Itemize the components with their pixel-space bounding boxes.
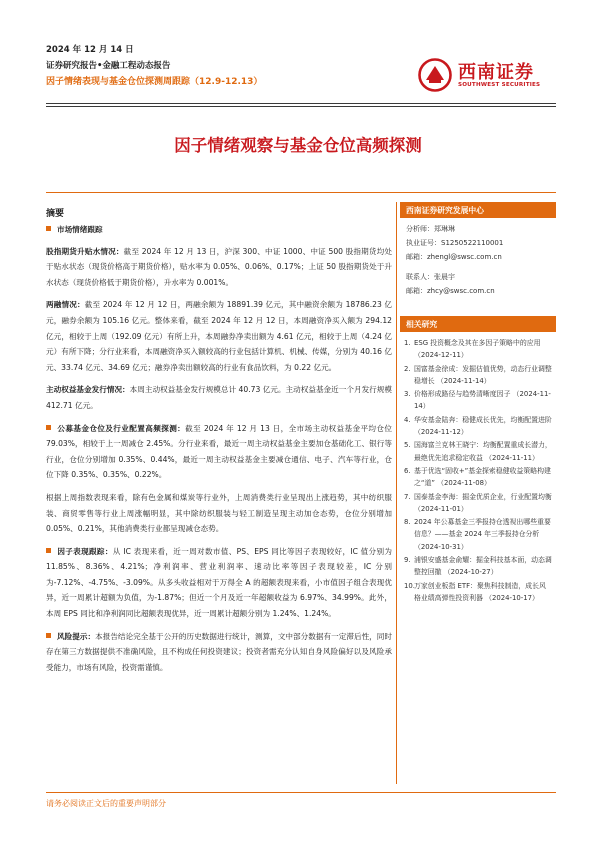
bullet-square-icon xyxy=(46,633,51,638)
related-research-item[interactable] xyxy=(404,580,552,605)
related-research-title: 华安基金陆奔：稳健成长优先，均衡配置进阶 （2024-11-12） xyxy=(414,415,552,437)
related-research-heading: 相关研究 xyxy=(400,316,556,332)
bullet-square-icon xyxy=(46,425,51,430)
related-research-title: 基于优选“固收+”基金探索稳健收益策略构建之“道” （2024-11-08） xyxy=(414,466,551,488)
title-divider xyxy=(46,192,556,193)
contact-name: 联系人：张晨宇 xyxy=(406,273,455,281)
report-date: 2024 年 12 月 14 日 xyxy=(46,45,134,55)
related-research-title: 国海富兰克林王晓宁：均衡配置重成长潜力，最绝优先追求稳定收益 （2024-11-11） xyxy=(414,441,552,462)
paragraph-fund-issuance: 主动权益基金发行情况：本周主动权益基金发行规模总计 40.73 亿元。主动权益基金近一个月发行规模 412.71 亿元。 xyxy=(46,385,392,410)
related-research-number: 7. xyxy=(404,492,411,501)
logo-text-cn: 西南证券 xyxy=(458,62,534,83)
related-research-item[interactable] xyxy=(404,388,552,413)
related-research-item[interactable] xyxy=(404,554,552,579)
paragraph-risk: 风险提示：本报告结论完全基于公开的历史数据进行统计，测算，文中部分数据有一定滞后性，同时存在第三方数据提供不准确风险，且不构成任何投资建议；投资者需充分认知自身风险偏好以及风险承受能力，市场有风险，投资需谨慎。 xyxy=(46,631,393,672)
footer-disclaimer: 请务必阅读正文后的重要声明部分 xyxy=(46,799,166,808)
analyst-license: 执业证号：S1250522110001 xyxy=(406,239,504,247)
related-research-item[interactable] xyxy=(404,337,552,362)
paragraph-index-performance: 根据上周指数表现来看，除有色金属和煤炭等行业外，上周消费类行业呈现出上涨趋势，其中纺织服装、商贸零售等行业上周涨幅明显，其中除纺织服装与轻工制造呈现主动加仓态势，仓位分别增加 0.05%、0.21%，其他消费类行业都呈现减仓态势。 xyxy=(46,492,392,534)
related-research-title: 浦银安盛基金俞耀：掘金科技基本面，动态调整控回撤 （2024-10-27） xyxy=(414,556,552,577)
report-category: 证券研究报告•金融工程动态报告 xyxy=(46,61,171,71)
related-research-list xyxy=(400,332,556,604)
sidebar-divider xyxy=(396,202,397,784)
related-research-item[interactable] xyxy=(404,414,552,439)
paragraph-factor: 因子表现跟踪：从 IC 表现来看，近一周对数市值、PS、EPS 同比等因子表现较好，IC 值分别为 11.85%、8.36%、4.21%；净利润率、营业利润率、速动比率等因子表现较差，IC 分别为-7.12%、-4.75%、-3.09%。从多头收益相对于万得全 A 的超额表现来看，小市值因子组合表现优异，近一周累计超额为负值，为-1.87%；但近一个月及近一年超额收益为 6.97%、34.99%。此外，本周 EPS 同比和净利润同比超额表现优异，近一周累计超额分别为 1.24%、1.24%。 xyxy=(46,546,392,619)
paragraph-fund-position: 公募基金仓位及行业配置高频探测：截至 2024 年 12 月 13 日，全市场主动权益基金平均仓位 79.03%，相较于上一周减仓 2.45%。分行业来看，最近一周主动权益基金主要加仓基础化工、银行等行业，仓位分别增加 0.35%、0.44%，最近一周主动权益基金主要减仓通信、电子、汽车等行业，仓位下降 0.35%、0.35%、0.22%。 xyxy=(46,423,392,480)
team-heading: 西南证券研究发展中心 xyxy=(400,202,556,218)
related-research-number: 8. xyxy=(404,518,411,527)
bullet-square-icon xyxy=(46,226,51,231)
southwest-securities-logo xyxy=(418,56,558,96)
footer-rule xyxy=(46,792,556,793)
summary-body xyxy=(46,222,392,682)
related-research-number: 3. xyxy=(404,390,411,399)
related-research-number: 1. xyxy=(404,339,411,347)
report-header xyxy=(46,42,262,90)
related-research-title: ESG 投资概念及其在多因子策略中的应用 （2024-12-11） xyxy=(414,339,541,360)
related-research-number: 4. xyxy=(404,415,411,424)
related-research-title: 万家创业板指 ETF：聚焦科技制造，成长风格业绩高弹性投资利器 （2024-10-17） xyxy=(414,581,546,602)
paragraph-futures: 股指期货升贴水情况：截至 2024 年 12 月 13 日，沪深 300、中证 1000、中证 500 股指期货均处于贴水状态（现货价格高于期货价格），贴水率为 0.05%、0.06%、0.17%；上证 50 股指期货处于升水状态（现货价格低于期货价格），升水率为 0.001%。 xyxy=(46,246,392,287)
related-research-item[interactable] xyxy=(404,465,552,490)
page-title: 因子情绪观察与基金仓位高频探测 xyxy=(174,136,422,155)
sidebar xyxy=(400,202,556,605)
bullet-square-icon xyxy=(46,548,51,553)
paragraph-margin: 两融情况：截至 2024 年 12 月 12 日，两融余额为 18891.39 亿元，其中融资余额为 18786.23 亿元，融券余额为 105.16 亿元。整体来看，截至 2024 年 12 月 12 日，本周融资净买入额为 294.12 亿元，相较于上周（192.09 亿元）有所上升，本周融券净卖出额为 4.61 亿元，相较于上周（4.24 亿元）有所下降；分行业来看，本周融资净买入额较高的行业包括计算机、机械、传媒，分别为 40.16 亿元、33.74 亿元、34.69 亿元；融券净卖出额较高的行业有食品饮料，为 0.22 亿元。 xyxy=(46,300,392,372)
analyst-email[interactable]: 邮箱：zhengl@swsc.com.cn xyxy=(406,253,502,261)
logo-mark-icon xyxy=(418,58,452,92)
related-research-item[interactable] xyxy=(404,363,552,388)
analyst-info xyxy=(400,218,556,298)
market-heading: 市场情绪跟踪 xyxy=(46,222,392,238)
related-research-item[interactable] xyxy=(404,439,552,464)
related-research-number: 5. xyxy=(404,441,411,450)
related-research-item[interactable] xyxy=(404,516,552,553)
related-research-item[interactable] xyxy=(404,491,552,516)
summary-heading: 摘要 xyxy=(46,209,65,219)
related-research-title: 国富基金徐成：发掘估值优势，动态行业调整稳增长 （2024-11-14） xyxy=(414,364,552,385)
related-research-title: 国泰基金李海：掘金优质企业，行业配置均衡 （2024-11-01） xyxy=(414,492,552,513)
logo-text-en: SOUTHWEST SECURITIES xyxy=(458,82,541,88)
related-research-title: 价格形成路径与趋势清晰度因子 （2024-11-14） xyxy=(414,390,551,411)
related-research-number: 2. xyxy=(404,364,411,373)
header-rule-bottom xyxy=(46,106,556,107)
related-research-number: 6. xyxy=(404,466,411,475)
report-series: 因子情绪表现与基金仓位探测周跟踪（12.9-12.13） xyxy=(46,77,263,87)
analyst-name: 分析师：郑琳琳 xyxy=(406,225,455,233)
related-research-number: 9. xyxy=(404,556,411,565)
related-research-number: 10. xyxy=(404,581,415,590)
contact-email[interactable]: 邮箱：zhcy@swsc.com.cn xyxy=(406,287,495,295)
related-research-title: 2024 年公募基金三季报持仓透视出哪些重要信息？——基金 2024 年三季报持仓分析 （2024-10-31） xyxy=(414,518,551,551)
header-rule-top xyxy=(46,103,556,104)
